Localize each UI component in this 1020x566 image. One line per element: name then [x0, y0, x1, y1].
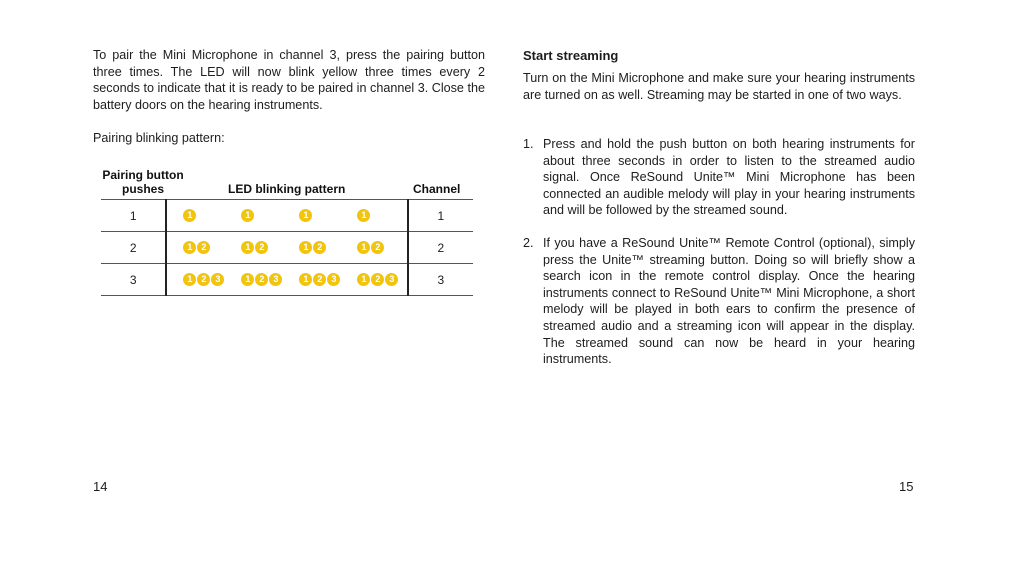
led-blink-icon: 2	[313, 241, 326, 254]
blink-group	[299, 241, 326, 254]
blink-group	[183, 273, 224, 286]
step-number: 2.	[523, 236, 534, 250]
section-title: Start streaming	[523, 48, 619, 63]
led-blink-icon: 2	[197, 241, 210, 254]
led-blink-icon: 1	[241, 209, 254, 222]
blink-group	[241, 241, 268, 254]
led-blink-icon: 3	[385, 273, 398, 286]
table-row	[101, 200, 473, 232]
led-blink-icon: 1	[357, 209, 370, 222]
led-blink-icon: 1	[299, 209, 312, 222]
blink-group	[183, 209, 196, 222]
header-channel: Channel	[413, 182, 461, 196]
led-blink-icon: 2	[371, 273, 384, 286]
led-blink-icon: 1	[299, 241, 312, 254]
blink-group	[357, 241, 384, 254]
led-blink-icon: 1	[183, 241, 196, 254]
page-number-left: 14	[93, 479, 108, 494]
pushes-cell: 1	[101, 200, 166, 232]
led-pattern-cell	[166, 200, 407, 232]
led-blink-icon: 1	[241, 273, 254, 286]
led-blink-icon: 2	[255, 241, 268, 254]
channel-cell: 3	[437, 272, 445, 287]
blink-group	[183, 241, 210, 254]
blink-group	[357, 209, 370, 222]
led-blink-icon: 1	[357, 273, 370, 286]
header-led-pattern: LED blinking pattern	[228, 182, 346, 196]
pushes-cell: 3	[101, 264, 166, 296]
pushes-cell: 2	[101, 232, 166, 264]
led-pattern-cell	[166, 264, 407, 296]
channel-cell: 2	[437, 240, 445, 255]
step-text: If you have a ReSound Unite™ Remote Control (optional), simply press the Unite™ streaming button. Doing so will briefly show a search icon in the remote control display. Once the hearing instruments connect to ReSound Unite™ Mini Microphone, a short melody will be played in both ears to confirm the presence of streamed audio and a streaming icon will appear in the display. The streamed sound can now be heard in your hearing instruments.	[543, 236, 915, 367]
led-blink-icon: 2	[197, 273, 210, 286]
led-blink-icon: 1	[299, 273, 312, 286]
led-blink-icon: 3	[211, 273, 224, 286]
pairing-table	[101, 199, 473, 296]
channel-cell: 1	[437, 208, 445, 223]
led-blink-icon: 3	[269, 273, 282, 286]
pairing-instructions: To pair the Mini Microphone in channel 3, press the pairing button three times. The LED will now blink yellow three times every 2 seconds to indicate that it is ready to be paired in channel 3. Close the battery doors on the hearing instruments.	[93, 48, 485, 112]
header-pairing-line1: Pairing button	[102, 168, 184, 182]
blink-group	[299, 209, 312, 222]
blink-group	[357, 273, 398, 286]
led-blink-icon: 2	[313, 273, 326, 286]
header-pairing-line2: pushes	[121, 182, 164, 196]
led-blink-icon: 2	[371, 241, 384, 254]
led-blink-icon: 3	[327, 273, 340, 286]
page-number-right: 15	[899, 479, 914, 494]
blink-group	[241, 273, 282, 286]
blink-group	[299, 273, 340, 286]
led-blink-icon: 1	[183, 273, 196, 286]
step-item	[523, 235, 915, 368]
header-pairing-pushes	[93, 168, 193, 196]
table-row	[101, 264, 473, 296]
table-row	[101, 232, 473, 264]
led-pattern-cell	[166, 232, 407, 264]
step-number: 1.	[523, 137, 534, 151]
led-blink-icon: 1	[357, 241, 370, 254]
pattern-heading: Pairing blinking pattern:	[93, 131, 225, 145]
led-blink-icon: 1	[183, 209, 196, 222]
led-blink-icon: 1	[241, 241, 254, 254]
streaming-intro: Turn on the Mini Microphone and make sure your hearing instruments are turned on as well. Streaming may be started in one of two ways.	[523, 71, 915, 102]
right-page	[510, 0, 1020, 566]
blink-group	[241, 209, 254, 222]
step-text: Press and hold the push button on both hearing instruments for about three seconds in order to listen to the streamed audio signal. Once ReSound Unite™ Mini Microphone has been connected an audible melody will play in your hearing instruments and will be followed by the streamed sound.	[543, 137, 915, 218]
step-item	[523, 136, 915, 219]
led-blink-icon: 2	[255, 273, 268, 286]
